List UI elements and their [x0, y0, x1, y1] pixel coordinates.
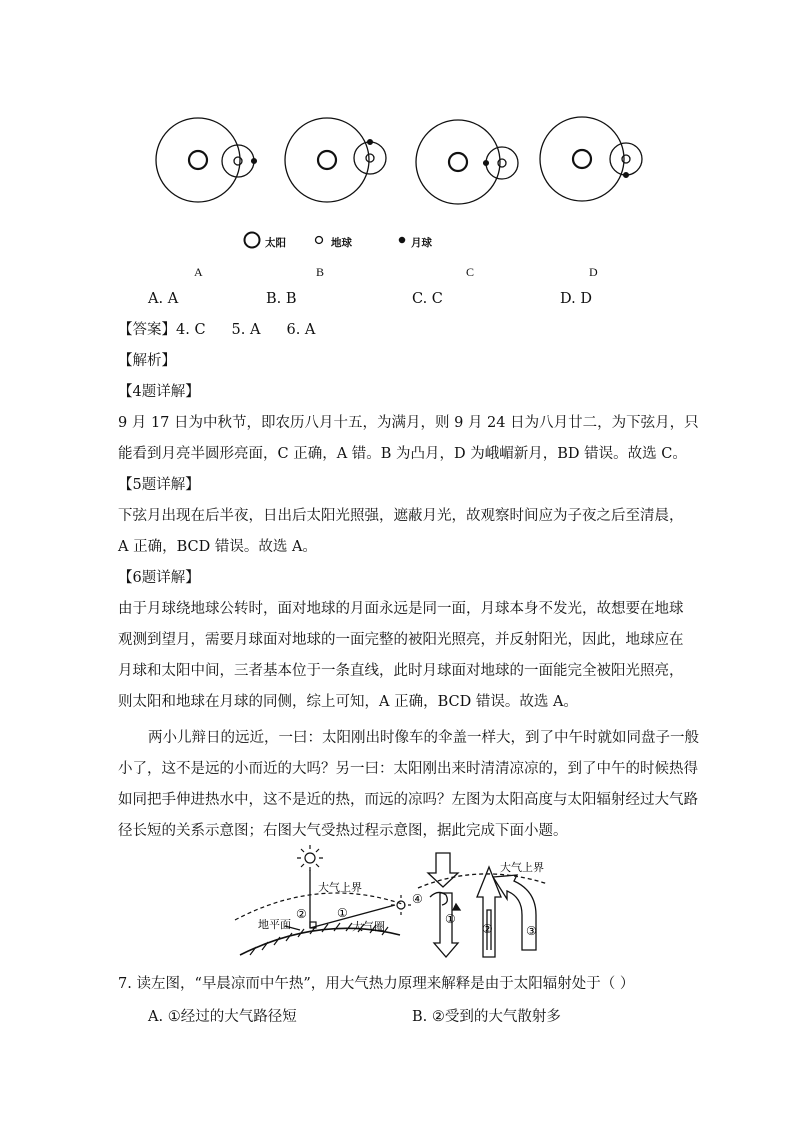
answer-line — [118, 316, 315, 344]
q5-line: A 正确，BCD 错误。故选 A。 — [118, 539, 317, 555]
sun-icon-top — [305, 853, 315, 863]
right-num3: ③ — [526, 924, 537, 938]
legend-sun-label: 太阳 — [265, 237, 286, 249]
answer-item: 4. C — [176, 322, 206, 338]
legend-earth-icon — [316, 237, 323, 244]
q6-line: 则太阳和地球在月球的同侧，综上可知，A 正确，BCD 错误。故选 A。 — [118, 694, 578, 710]
q7-option-a: A. ①经过的大气路径短 — [148, 1009, 297, 1025]
reflection-curve — [430, 892, 447, 905]
sun-d — [573, 150, 591, 168]
answer-item: 5. A — [231, 322, 261, 338]
atmosphere-top-arc — [235, 893, 405, 920]
earth-orbit-a — [156, 118, 240, 202]
q7-option-b: B. ②受到的大气散射多 — [412, 1009, 561, 1025]
panel-label-b: B — [316, 265, 325, 279]
orbit-panel-b — [285, 118, 386, 202]
orbit-figure — [0, 100, 794, 290]
right-num2: ② — [482, 922, 493, 936]
earth-d — [622, 155, 630, 163]
q6-option-d: D. D — [560, 291, 592, 307]
q6-line: 观测到望月，需要月球面对地球的一面完整的被阳光照亮，并反射阳光，因此，地球应在 — [118, 632, 684, 648]
passage-line: 小了，这不是远的小而近的大吗？另一曰：太阳刚出来时清清凉凉的，到了中午的时候热得 — [118, 761, 698, 777]
q5-line: 下弦月出现在后半夜，日出后太阳光照强，遮蔽月光，故观察时间应为子夜之后至清晨， — [118, 508, 684, 524]
moon-orbit-d — [610, 143, 642, 175]
q5-heading: 【5题详解】 — [118, 477, 200, 493]
moon-orbit-b — [354, 142, 386, 174]
panel-label-a: A — [194, 265, 203, 279]
orbit-panel-c — [416, 120, 518, 204]
q4-heading: 【4题详解】 — [118, 384, 200, 400]
q6-line: 月球和太阳中间，三者基本位于一条直线，此时月球面对地球的一面能完全被阳光照亮， — [118, 663, 684, 679]
moon-orbit-c — [486, 147, 518, 179]
right-num1: ① — [445, 912, 456, 926]
passage-line: 径长短的关系示意图；右图大气受热过程示意图，据此完成下面小题。 — [118, 823, 568, 839]
moon-a — [252, 159, 257, 164]
atmosphere-figure — [0, 845, 794, 965]
panel-label-d: D — [589, 265, 598, 279]
legend-sun-icon — [245, 233, 260, 248]
left-num1: ① — [337, 906, 348, 920]
q4-line: 能看到月亮半圆形亮面，C 正确，A 错。B 为凸月，D 为峨嵋新月，BD 错误。故选 C。 — [118, 446, 687, 462]
q6-option-a: A. A — [148, 291, 179, 307]
earth-c — [498, 159, 506, 167]
moon-d — [624, 173, 629, 178]
arrow-incoming — [428, 853, 458, 887]
arrow-head-reflect — [453, 904, 460, 910]
sun-a — [189, 151, 207, 169]
q6-line: 由于月球绕地球公转时，面对地球的月面永远是同一面，月球本身不发光，故想要在地球 — [118, 601, 684, 617]
orbit-panel-a — [156, 118, 256, 202]
sun-icon-side — [397, 901, 405, 909]
passage-line: 两小儿辩日的远近，一曰：太阳刚出时像车的伞盖一样大，到了中午时就如同盘子一般 — [148, 730, 699, 746]
q4-line: 9 月 17 日为中秋节，即农历八月十五，为满月，则 9 月 24 日为八月廿二，为下弦月，只 — [118, 415, 699, 431]
passage-line: 如同把手伸进热水中，这不是近的热，而远的凉吗？左图为太阳高度与太阳辐射经过大气路 — [118, 792, 698, 808]
answer-item: 6. A — [286, 322, 316, 338]
arrow-3-atmo — [493, 875, 536, 950]
orbit-panel-d — [540, 117, 642, 201]
q6-option-c: C. C — [412, 291, 443, 307]
legend-moon-label: 月球 — [411, 237, 432, 249]
earth-orbit-d — [540, 117, 624, 201]
moon-b — [368, 140, 373, 145]
earth-b — [366, 154, 374, 162]
answer-label: 【答案】 — [118, 322, 176, 338]
earth-orbit-b — [285, 118, 369, 202]
q7-stem: 7. 读左图，“早晨凉而中午热”，用大气热力原理来解释是由于太阳辐射处于（ ） — [118, 976, 635, 992]
left-layer-label: 大气圈 — [352, 920, 385, 933]
left-diagram — [235, 845, 411, 955]
analysis-heading: 【解析】 — [118, 353, 176, 369]
right-top-label: 大气上界 — [500, 861, 544, 874]
right-num4: ④ — [412, 892, 423, 906]
legend-moon-icon — [399, 237, 404, 242]
q6-heading: 【6题详解】 — [118, 570, 200, 586]
sun-icon-top-rays — [297, 845, 323, 871]
earth-a — [234, 157, 242, 165]
arrow-2-ground — [477, 867, 501, 957]
panel-label-c: C — [466, 265, 475, 279]
sun-b — [318, 151, 336, 169]
sun-c — [449, 153, 467, 171]
moon-c — [484, 161, 489, 166]
left-top-label: 大气上界 — [318, 881, 362, 894]
q6-option-b: B. B — [266, 291, 297, 307]
left-ground-label: 地平面 — [258, 918, 291, 931]
sun-icon-side-rays — [391, 895, 411, 915]
left-num2: ② — [296, 907, 307, 921]
legend-earth-label: 地球 — [331, 237, 352, 249]
